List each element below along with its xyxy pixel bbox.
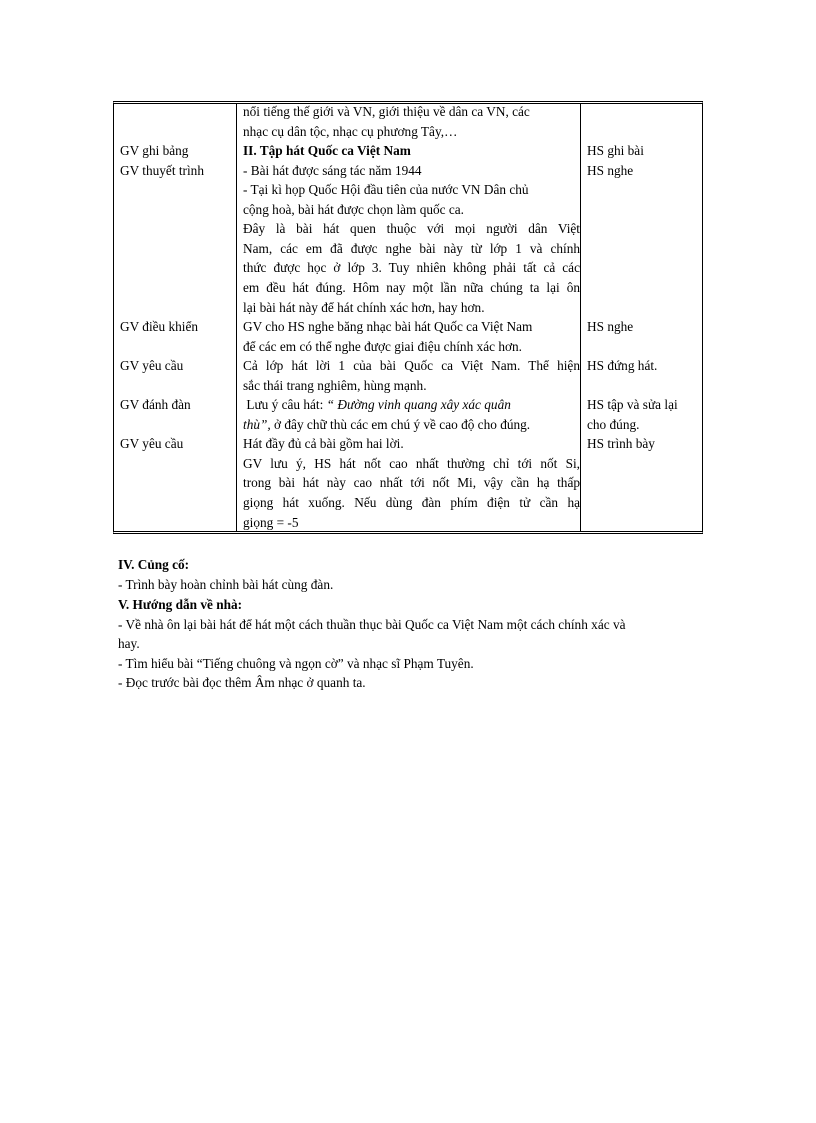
col2-line: Đây là bài hát quen thuộc với mọi người dân Việt xyxy=(243,221,580,237)
col2-line: II. Tập hát Quốc ca Việt Nam xyxy=(243,143,411,159)
col2-line: cộng hoà, bài hát được chọn làm quốc ca. xyxy=(243,201,465,217)
col2-line: Nam, các em đã được nghe bài này từ lớp 1 và chính xyxy=(243,240,580,256)
col2-line: trong bài hát này cao nhất tới nốt Mi, vậy cần hạ thấp xyxy=(243,475,580,491)
col1-line: GV thuyết trình xyxy=(120,162,204,178)
column-divider xyxy=(580,104,581,531)
col3-line: HS trình bày xyxy=(587,436,655,452)
col2-line: em đều hát đúng. Hôm nay một lần nữa chúng ta lại ôn xyxy=(243,279,580,295)
col3-line: HS nghe xyxy=(587,319,634,335)
col2-line xyxy=(243,415,580,435)
col3-line: HS ghi bài xyxy=(587,143,644,159)
col2-line: GV lưu ý, HS hát nốt cao nhất thường chỉ tới nốt Si, xyxy=(243,455,580,471)
col3-line: HS nghe xyxy=(587,162,634,178)
line-text: Lưu ý câu hát: xyxy=(243,397,327,413)
col1-line: GV yêu cầu xyxy=(120,358,184,374)
homework-item: - Tìm hiểu bài “Tiếng chuông và ngọn cờ” và nhạc sĩ Phạm Tuyên. xyxy=(118,656,474,671)
col3-line: HS tập và sửa lại xyxy=(587,397,678,413)
col2-line: để các em có thể nghe được giai điệu chính xác hơn. xyxy=(243,338,522,354)
col2-line: GV cho HS nghe băng nhạc bài hát Quốc ca Việt Nam xyxy=(243,319,533,335)
col2-line: sắc thái trang nghiêm, hùng mạnh. xyxy=(243,377,427,393)
col3-line: HS đứng hát. xyxy=(587,358,658,374)
lesson-table xyxy=(113,101,703,534)
col2-line: giọng hát xuống. Nếu dùng đàn phím điện tử cần hạ xyxy=(243,495,580,510)
col1-line: GV điều khiển xyxy=(120,319,199,335)
col2-line: Cả lớp hát lời 1 của bài Quốc ca Việt Nam. Thể hiện xyxy=(243,358,580,374)
col1-line: GV đánh đàn xyxy=(120,397,191,413)
col2-line: - Bài hát được sáng tác năm 1944 xyxy=(243,162,422,178)
homework-item: - Về nhà ôn lại bài hát để hát một cách thuần thục bài Quốc ca Việt Nam một cách chính xác và xyxy=(118,617,626,632)
col2-line xyxy=(243,395,580,415)
col2-line: nhạc cụ dân tộc, nhạc cụ phương Tây,… xyxy=(243,123,458,139)
col1-line: GV yêu cầu xyxy=(120,436,184,452)
column-divider xyxy=(236,104,237,531)
col1-line: GV ghi bảng xyxy=(120,143,189,159)
col2-line: giọng = -5 xyxy=(243,514,299,530)
homework-item-continued: hay. xyxy=(118,636,140,651)
lyric-quote: “ Đường vinh quang xây xác quân xyxy=(326,397,511,413)
col3-line: cho đúng. xyxy=(587,416,640,432)
homework-item: - Đọc trước bài đọc thêm Âm nhạc ở quanh ta. xyxy=(118,675,366,690)
col2-line: - Tại kì họp Quốc Hội đầu tiên của nước VN Dân chủ xyxy=(243,182,529,198)
line-text: ở đây chữ thù các em chú ý về cao độ cho đúng. xyxy=(270,416,531,432)
col2-line: thức được học ở lớp 3. Tuy nhiên không phải tất cả các xyxy=(243,260,580,276)
consolidation-item: - Trình bày hoàn chỉnh bài hát cùng đàn. xyxy=(118,577,334,592)
lyric-quote: thù”, xyxy=(243,416,271,432)
col2-line: nổi tiếng thế giới và VN, giới thiệu về dân ca VN, các xyxy=(243,104,530,119)
section-heading-consolidation: IV. Củng cố: xyxy=(118,557,190,572)
section-heading-homework: V. Hướng dẫn về nhà: xyxy=(118,597,243,612)
col2-line: Hát đầy đủ cả bài gồm hai lời. xyxy=(243,436,404,452)
col2-line: lại bài hát này để hát chính xác hơn, hay hơn. xyxy=(243,299,485,315)
